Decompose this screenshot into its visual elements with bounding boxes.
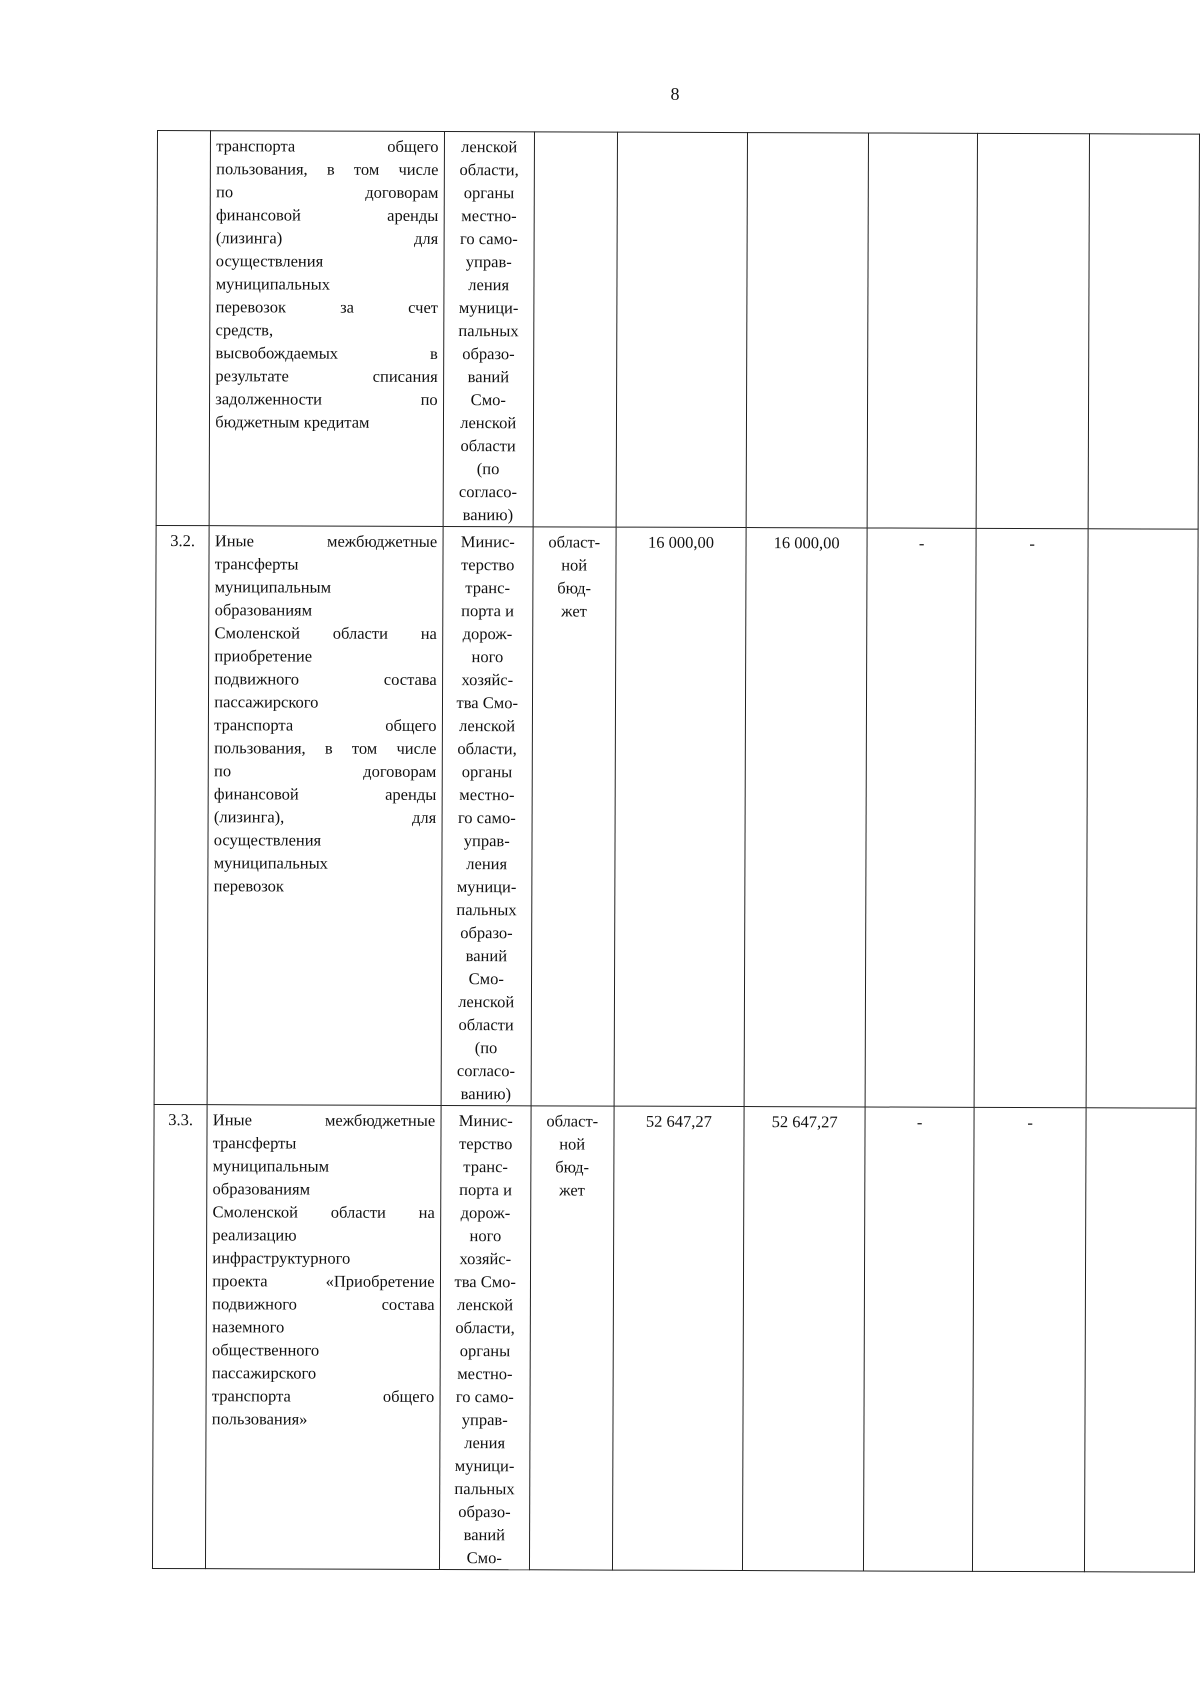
funding-source-line: ной [561,555,588,575]
executor-line: порта и [459,1180,512,1200]
executor-line: ваний [463,1525,506,1545]
executor-line: области [458,1015,514,1035]
funding-source-cell [531,527,616,1106]
page-number: 8 [670,84,680,104]
executor-line: органы [459,1341,511,1361]
executor-line: транс- [463,1157,508,1177]
executor-line: терство [461,555,515,575]
total-amount-cell [612,1106,744,1570]
executor-line: органы [461,762,513,782]
measure-name-line: осуществления [213,830,322,850]
measure-name-line: муниципальных [213,853,328,873]
year-amount-cell [746,133,868,528]
measure-name-line: инфраструктурного [212,1248,351,1268]
executor-line: области, [459,160,519,180]
year-amount-cell [865,528,976,1107]
executor-line: (по [476,459,500,479]
executor-line: пальных [456,900,517,920]
measure-name-line: перевозок [213,876,285,896]
measure-name-line: образованиям [214,600,313,620]
total-amount-cell [614,527,747,1106]
executor-line: ления [468,275,510,295]
measure-name-line: (лизинга), для [213,807,437,827]
year-amount: - [916,1112,923,1132]
measure-name-line: транспорта общего [214,715,437,735]
measure-name-line: общественного [211,1340,320,1360]
executor-line: го само- [457,808,516,828]
executor-line: хозяйс- [459,1249,512,1269]
measure-name-cell [209,131,444,527]
row-number-cell [156,131,211,526]
measure-name-cell [207,526,442,1106]
funding-source-line: област- [546,1111,599,1131]
executor-line: терство [459,1134,513,1154]
measure-name-line: трансферты [214,554,299,574]
measure-name-line: по договорам [216,182,439,202]
year-amount-cell [974,528,1088,1107]
executor-line: области, [455,1318,515,1338]
executor-line: ленской [458,992,515,1012]
measure-name-line: пользования» [211,1409,308,1429]
executor-line: ления [464,1433,506,1453]
executor-line: образо- [462,344,515,364]
year-amount: 52 647,27 [771,1112,838,1132]
executor-line: дорож- [462,624,513,644]
executor-line: Смо- [468,969,504,989]
executor-line: тва Смо- [454,1272,516,1292]
empty-cell [1084,1108,1196,1572]
year-amount: - [1027,1113,1033,1133]
measure-name-line: образованиям [212,1179,311,1199]
measure-name-line: наземного [212,1317,285,1337]
row-number-cell [152,1104,207,1568]
executor-line: органы [463,183,515,203]
year-amount-cell [867,133,978,528]
measure-name-line: трансферты [212,1133,297,1153]
measure-name-cell [206,1105,441,1570]
funding-source-line: бюд- [555,1157,590,1177]
measure-name-line: результате списания [215,366,438,386]
funding-source-line: ной [559,1134,586,1154]
table-row [154,525,1198,1108]
measure-name-line: высвобождаемых в [215,343,438,363]
executor-line: хозяйс- [461,670,514,690]
executor-line: области, [457,739,517,759]
executor-line: муници- [456,877,517,897]
executor-line: го само- [459,229,518,249]
executor-line: ваний [467,367,510,387]
total-amount: 52 647,27 [645,1111,712,1131]
executor-line: образо- [458,1502,511,1522]
row-number-cell [154,525,209,1104]
funding-source-line: област- [548,532,601,552]
year-amount-cell [743,1107,865,1571]
measure-name-line: пользования, в том числе [214,738,437,758]
executor-line: транс- [465,578,511,598]
executor-line: ного [469,1226,502,1246]
funding-source-cell [533,132,617,527]
executor-line: муници- [458,298,519,318]
measure-name-line: Иные межбюджетные [212,1110,436,1130]
executor-line: местно- [459,785,515,805]
measure-name-line: Смоленской области на [212,1202,435,1222]
measure-name-line: средств, [215,320,274,340]
funding-source-line: бюд- [557,578,592,598]
executor-line: Минис- [460,532,515,552]
measure-name-line: подвижного состава [214,669,437,689]
executor-line: Минис- [458,1111,513,1131]
measure-name-line: Смоленской области на [214,623,437,643]
executor-line: ления [466,854,508,874]
year-amount-cell [863,1107,974,1571]
table-body [152,131,1199,1573]
budget-table [152,130,1200,1573]
table-row [152,1104,1196,1572]
measure-name-line: осуществления [215,251,324,271]
executor-line: пальных [458,321,519,341]
funding-source-line: жет [559,1180,585,1200]
executor-line: Смо- [466,1548,502,1568]
measure-name-line: перевозок за счет [215,297,439,317]
executor-line: ленской [461,137,518,157]
measure-name-line: по договорам [213,761,437,781]
year-amount-cell [744,528,867,1107]
measure-name-line: проекта «Приобретение [212,1271,435,1291]
executor-line: управ- [465,252,512,272]
total-amount-cell [616,132,748,527]
measure-name-line: транспорта общего [216,136,439,156]
measure-name-line: бюджетным кредитам [215,412,370,432]
executor-line: ванию) [462,505,514,525]
executor-line: го само- [455,1387,514,1407]
empty-cell [1088,134,1199,529]
executor-cell [439,1105,531,1569]
measure-name-line: Иные межбюджетные [214,531,438,551]
executor-line: ленской [459,716,516,736]
measure-name-line: пассажирского [214,692,319,712]
executor-line: согласо- [458,482,518,502]
executor-line: Смо- [470,390,506,410]
row-number: 3.2. [170,531,196,551]
year-amount-cell [976,133,1089,528]
measure-name-line: финансовой аренды [213,784,437,804]
measure-name-line: реализацию [212,1225,297,1245]
executor-line: образо- [460,923,513,943]
row-number: 3.3. [168,1110,194,1130]
executor-line: порта и [461,601,515,621]
executor-line: дорож- [460,1203,511,1223]
executor-line: муници- [454,1456,515,1476]
measure-name-line: муниципальным [212,1156,330,1176]
funding-source-line: жет [561,601,587,621]
measure-name-line: пассажирского [211,1363,317,1383]
executor-line: области [460,436,516,456]
executor-line: местно- [461,206,517,226]
executor-line: (по [474,1038,498,1058]
executor-line: управ- [461,1410,508,1430]
year-amount: - [1029,534,1035,554]
executor-line: ленской [457,1295,514,1315]
total-amount: 16 000,00 [647,532,715,552]
table-row [156,131,1199,530]
measure-name-line: муниципальным [214,577,332,597]
year-amount: - [918,533,925,553]
measure-name-line: подвижного состава [212,1294,435,1314]
executor-cell [441,526,533,1105]
measure-name-line: приобретение [214,646,313,666]
executor-line: ленской [460,413,517,433]
executor-line: пальных [454,1479,515,1499]
measure-name-line: муниципальных [215,274,331,294]
measure-name-line: пользования, в том числе [216,159,439,179]
executor-line: ваний [465,946,508,966]
measure-name-line: (лизинга) для [215,228,439,248]
measure-name-line: финансовой аренды [215,205,439,225]
measure-name-line: транспорта общего [211,1386,435,1406]
executor-line: ванию) [460,1084,512,1104]
funding-source-cell [529,1106,613,1570]
empty-cell [1086,529,1198,1108]
executor-line: ного [471,647,504,667]
year-amount: 16 000,00 [773,533,840,553]
year-amount-cell [973,1107,1086,1571]
measure-name-line: задолженности по [215,389,438,409]
executor-line: тва Смо- [456,693,519,713]
executor-line: местно- [457,1364,513,1384]
executor-line: согласо- [456,1061,516,1081]
executor-cell [443,132,535,527]
executor-line: управ- [463,831,510,851]
